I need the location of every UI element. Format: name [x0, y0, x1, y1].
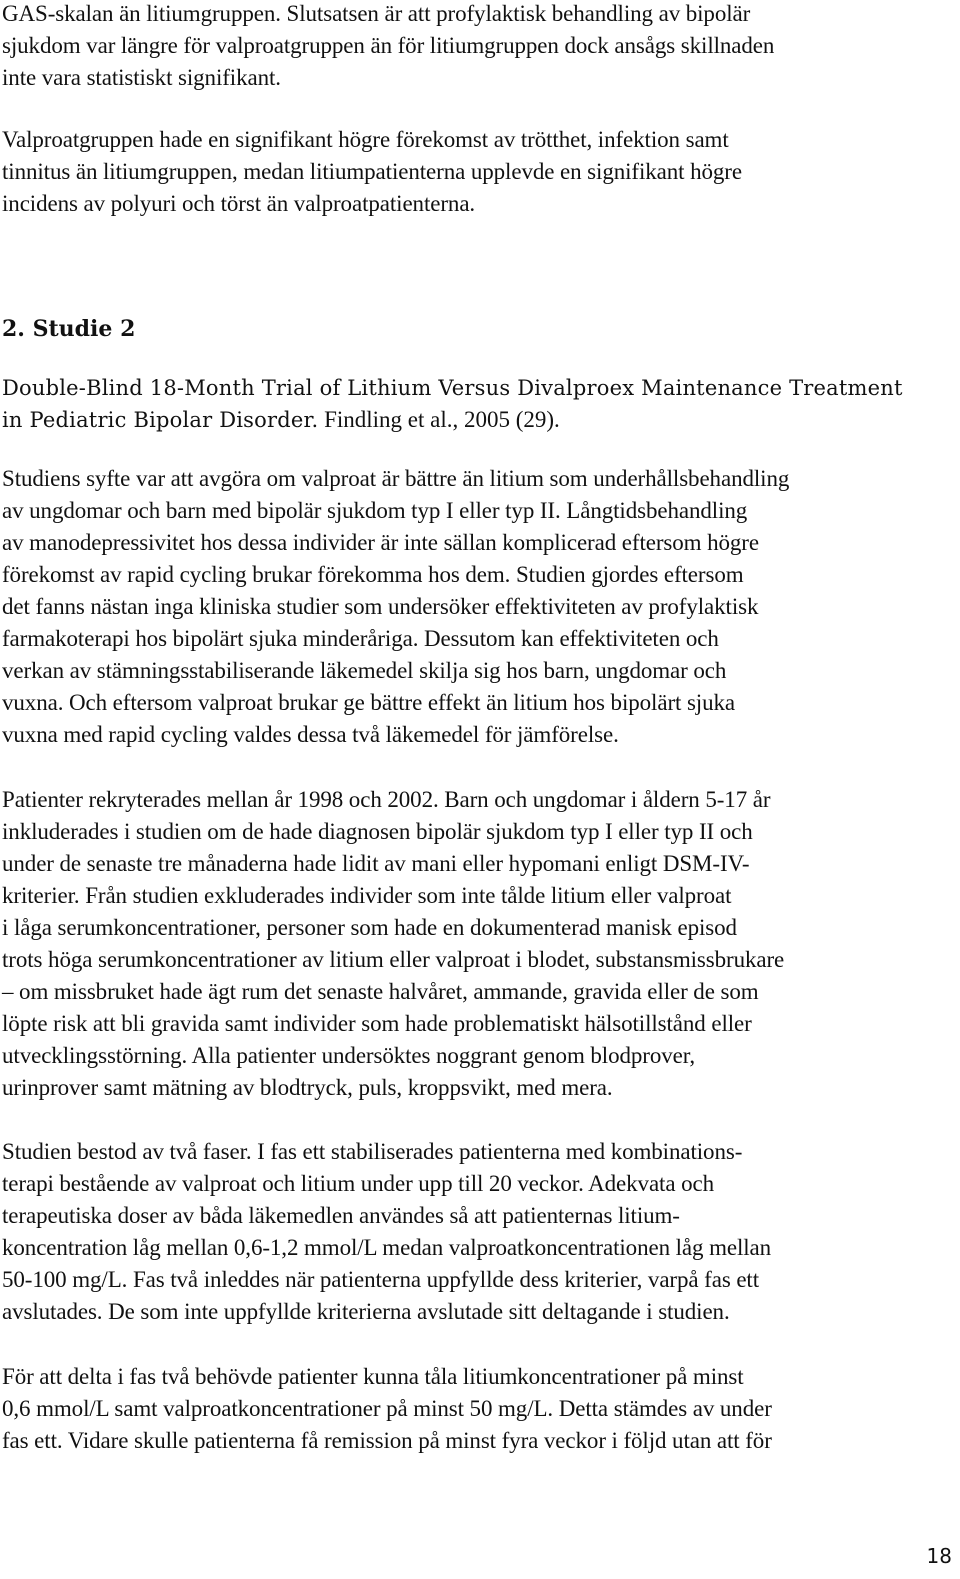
text-line: urinprover samt mätning av blodtryck, puls, kroppsvikt, med mera.	[2, 1075, 613, 1100]
reference-line-2	[2, 404, 957, 439]
text-line: av manodepressivitet hos dessa individer är inte sällan komplicerad eftersom högre	[2, 530, 759, 555]
text-line: kriterier. Från studien exkluderades individer som inte tålde litium eller valproat	[2, 883, 732, 908]
text-line: fas ett. Vidare skulle patienterna få remission på minst fyra veckor i följd utan att för	[2, 1428, 772, 1453]
text-line: trots höga serumkoncentrationer av litium eller valproat i blodet, substansmissbrukare	[2, 947, 785, 972]
text-line: koncentration låg mellan 0,6-1,2 mmol/L medan valproatkoncentrationen låg mellan	[2, 1235, 772, 1260]
page-number: 18	[926, 1544, 952, 1568]
text-line: Valproatgruppen hade en signifikant högre förekomst av trötthet, infektion samt	[2, 127, 729, 152]
text-line: För att delta i fas två behövde patienter kunna tåla litiumkoncentrationer på minst	[2, 1364, 744, 1389]
text-line: vuxna. Och eftersom valproat brukar ge bättre effekt än litium hos bipolärt sjuka	[2, 690, 735, 715]
text-line: 0,6 mmol/L samt valproatkoncentrationer på minst 50 mg/L. Detta stämdes av under	[2, 1396, 772, 1421]
reference-title: Double-Blind 18-Month Trial of Lithium Versus Divalproex Maintenance Treatment	[2, 376, 903, 400]
text-line: Patienter rekryterades mellan år 1998 och 2002. Barn och ungdomar i åldern 5-17 år	[2, 787, 771, 812]
text-line: terapeutiska doser av båda läkemedlen användes så att patienternas litium-	[2, 1203, 680, 1228]
text-line: terapi bestående av valproat och litium under upp till 20 veckor. Adekvata och	[2, 1171, 715, 1196]
text-line: GAS-skalan än litiumgruppen. Slutsatsen är att profylaktisk behandling av bipolär	[2, 1, 751, 26]
text-line: inte vara statistiskt signifikant.	[2, 65, 281, 90]
text-line: Studiens syfte var att avgöra om valproat är bättre än litium som underhållsbehandling	[2, 466, 790, 491]
text-line: i låga serumkoncentrationer, personer som hade en dokumenterad manisk episod	[2, 915, 737, 940]
text-line: under de senaste tre månaderna hade lidit av mani eller hypomani enligt DSM-IV-	[2, 851, 750, 876]
text-line: avslutades. De som inte uppfyllde kriterierna avslutade sitt deltagande i studien.	[2, 1299, 730, 1324]
text-line: sjukdom var längre för valproatgruppen än för litiumgruppen dock ansågs skillnaden	[2, 33, 775, 58]
text-line: incidens av polyuri och törst än valproatpatienterna.	[2, 191, 476, 216]
text-line: tinnitus än litiumgruppen, medan litiumpatienterna upplevde en signifikant högre	[2, 159, 742, 184]
paragraph-side-effects	[2, 124, 957, 220]
reference-block	[2, 372, 957, 439]
text-line: vuxna med rapid cycling valdes dessa två läkemedel för jämförelse.	[2, 722, 619, 747]
text-line: förekomst av rapid cycling brukar förekomma hos dem. Studien gjordes eftersom	[2, 562, 744, 587]
text-line: Studien bestod av två faser. I fas ett stabiliserades patienterna med kombinations-	[2, 1139, 743, 1164]
paragraph-phases	[2, 1136, 957, 1328]
paragraph-phase-two	[2, 1361, 957, 1457]
text-line: verkan av stämningsstabiliserande läkemedel skilja sig hos barn, ungdomar och	[2, 658, 727, 683]
reference-citation: Findling et al., 2005 (29).	[318, 407, 560, 432]
text-line: av ungdomar och barn med bipolär sjukdom typ I eller typ II. Långtidsbehandling	[2, 498, 748, 523]
text-line: utvecklingsstörning. Alla patienter undersöktes noggrant genom blodprover,	[2, 1043, 696, 1068]
text-line: 50-100 mg/L. Fas två inleddes när patienterna uppfyllde dess kriterier, varpå fas ett	[2, 1267, 760, 1292]
text-line: inkluderades i studien om de hade diagnosen bipolär sjukdom typ I eller typ II och	[2, 819, 753, 844]
paragraph-patients	[2, 784, 957, 1104]
section-heading: 2. Studie 2	[2, 316, 136, 342]
text-line: – om missbruket hade ägt rum det senaste halvåret, ammande, gravida eller de som	[2, 979, 759, 1004]
paragraph-intro	[2, 0, 957, 94]
text-line: farmakoterapi hos bipolärt sjuka minderåriga. Dessutom kan effektiviteten och	[2, 626, 719, 651]
reference-title-end: in Pediatric Bipolar Disorder.	[2, 408, 319, 432]
text-line: löpte risk att bli gravida samt individer som hade problematiskt hälsotillstånd eller	[2, 1011, 752, 1036]
paragraph-purpose	[2, 463, 957, 751]
text-line: det fanns nästan inga kliniska studier som undersöker effektiviteten av profylaktisk	[2, 594, 759, 619]
